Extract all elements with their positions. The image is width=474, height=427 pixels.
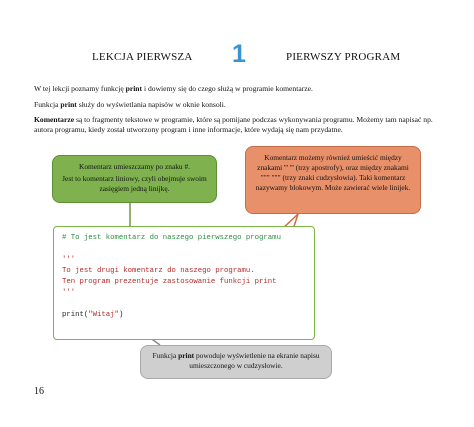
comments-keyword: Komentarze bbox=[34, 115, 75, 124]
grey-callout-print: print bbox=[178, 351, 195, 360]
intro-print-keyword: print bbox=[125, 84, 143, 93]
code-print-close: ) bbox=[118, 311, 124, 319]
code-line-docstring-close: ''' bbox=[62, 289, 76, 297]
code-print-string: "Witaj" bbox=[88, 311, 119, 319]
print-text-a: Funkcja bbox=[34, 100, 61, 109]
lesson-number: 1 bbox=[232, 40, 246, 68]
comments-text: są to fragmenty tekstowe w programie, które są pomijane podczas wykonywania programu. Możemy tam napisać np. autora programu, kiedy został utworzony program i inne informacje, które wydają się nam przydatne. bbox=[34, 115, 433, 134]
intro-text-a: W tej lekcji poznamy funkcję bbox=[34, 84, 126, 93]
code-listing bbox=[62, 233, 281, 321]
lesson-header-left: LEKCJA PIERWSZA bbox=[92, 51, 193, 63]
code-print-fn: print( bbox=[62, 311, 89, 319]
code-line-comment: # To jest komentarz do naszego pierwszego programu bbox=[62, 234, 281, 242]
orange-callout bbox=[245, 146, 421, 214]
print-text-c: służy do wyświetlania napisów w oknie konsoli. bbox=[76, 100, 226, 109]
grey-callout-text-a: Funkcja bbox=[152, 351, 179, 360]
print-keyword: print bbox=[60, 100, 77, 109]
intro-text-c: i dowiemy się do czego służą w programie komentarze. bbox=[142, 84, 313, 93]
grey-callout-text-c: powoduje wyświetlenie na ekranie napisu umieszczonego w cudzysłowie. bbox=[189, 351, 320, 370]
green-callout-line1: Komentarz umieszczamy po znaku #. bbox=[78, 162, 191, 171]
green-callout bbox=[52, 155, 217, 203]
orange-callout-text: Komentarz możemy również umieścić między znakami ''' ''' (trzy apostrofy), oraz między znakami """ """ (trzy znaki cudzysłowia). Taki komentarz nazywamy blokowym. Może zawierać wiele linijek. bbox=[255, 153, 411, 192]
code-line-docstring-1: To jest drugi komentarz do naszego programu. bbox=[62, 267, 255, 275]
green-callout-line2: Jest to komentarz liniowy, czyli obejmuje swoim zasięgiem jedną linijkę. bbox=[62, 174, 207, 193]
code-line-docstring-2: Ten program prezentuje zastosowanie funkcji print bbox=[62, 278, 277, 286]
code-block bbox=[53, 226, 315, 340]
page-number: 16 bbox=[34, 386, 44, 397]
code-line-docstring-open: ''' bbox=[62, 256, 76, 264]
lesson-header-right: PIERWSZY PROGRAM bbox=[286, 51, 401, 63]
grey-callout bbox=[140, 345, 332, 379]
